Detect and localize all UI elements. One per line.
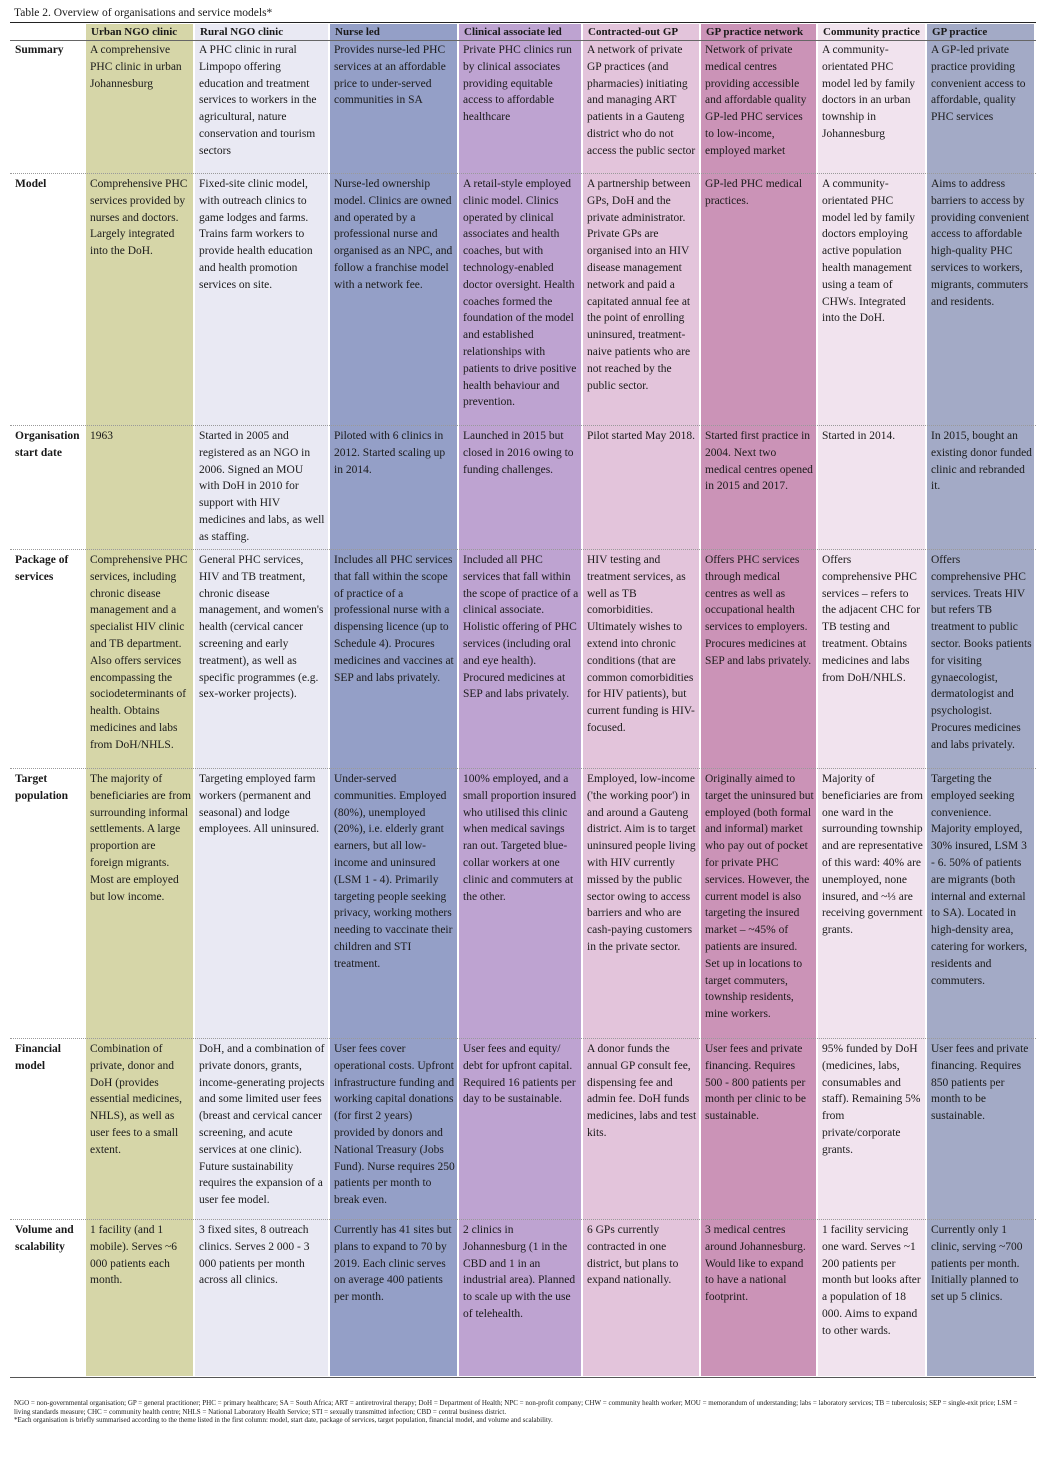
table-cell: Employed, low-income ('the working poor') in and around a Gauteng district. Aim is to target uninsured people living with HIV currently missed by the public sector owing to access barriers and who are cash-paying customers in the private sector.	[587, 773, 696, 953]
table-cell: Fixed-site clinic model, with outreach clinics to game lodges and farms. Trains farm workers to provide health education and health promotion services on site.	[199, 178, 313, 291]
row-separator	[10, 425, 1036, 426]
row-label: Target population	[15, 773, 69, 802]
table-cell: In 2015, bought an existing donor funded clinic and rebranded it.	[931, 430, 1032, 493]
table-cell: A partnership between GPs, DoH and the private administrator. Private GPs are organised into an HIV disease management network and paid a capitated annual fee at the point of enrolling uninsured, treatment-naive patients who are not reached by the public sector.	[587, 178, 691, 392]
table-cell: User fees and private financing. Requires 850 patients per month to be sustainable.	[931, 1043, 1029, 1123]
table-cell: Comprehensive PHC services, including chronic disease management and a specialist HIV clinic and TB department. Also offers services encompassing the sociodeterminants of health. Obtains medicines and labs from DoH/NHLS.	[90, 554, 188, 751]
row-label: Financial model	[15, 1043, 62, 1072]
row-separator	[10, 1219, 1036, 1220]
column-header: Rural NGO clinic	[200, 26, 284, 38]
table-cell: Comprehensive PHC services provided by nurses and doctors. Largely integrated into the DoH.	[90, 178, 188, 258]
table-cell: User fees cover operational costs. Upfront infrastructure funding and working capital donations (for first 2 years) provided by donors and National Treasury (Jobs Fund). Nurse requires 250 patients per month to break even.	[334, 1043, 455, 1207]
table-cell: Currently has 41 sites but plans to expand to 70 by 2019. Each clinic serves on average 400 patients per month.	[334, 1224, 452, 1304]
column-header: GP practice network	[706, 26, 804, 38]
table-cell: A community-orientated PHC model led by family doctors in an urban township in Johannesburg	[822, 44, 915, 140]
table-cell: Pilot started May 2018.	[587, 430, 695, 442]
row-label: Summary	[15, 44, 64, 56]
table-cell: 6 GPs currently contracted in one district, but plans to expand nationally.	[587, 1224, 679, 1287]
abbreviations-footnote: NGO = non-governmental organisation; GP = general practitioner; PHC = primary healthcare; SA = South Africa; ART = antiretroviral therapy; DoH = Department of Health; NPC = non-profit company; CHW = community health worker; MOU = memorandum of understanding; labs = laboratory services; TB = tuberculosis; SEP = single-exit price; LSM = living standards measure; CHC = community health centre; NHLS = National Laboratory Health Service; STI = sexually transmitted infection; CBD = central business district.	[14, 1399, 1018, 1416]
table-cell: Nurse-led ownership model. Clinics are owned and operated by a professional nurse and organised as an NPC, and follow a franchise model with a network fee.	[334, 178, 453, 291]
row-separator	[10, 768, 1036, 769]
column-header: Contracted-out GP	[588, 26, 679, 38]
table-cell: 1 facility (and 1 mobile). Serves ~6 000 patients each month.	[90, 1224, 178, 1287]
table-cell: Includes all PHC services that fall within the scope of practice of a professional nurse with a dispensing licence (up to Schedule 4). Procures medicines and vaccines at SEP and labs privately.	[334, 554, 454, 684]
row-label: Organisation start date	[15, 430, 80, 459]
column-header: GP practice	[932, 26, 988, 38]
row-label: Package of services	[15, 554, 69, 583]
table-cell: 100% employed, and a small proportion insured who utilised this clinic when medical savings ran out. Targeted blue-collar workers at one clinic and commuters at the other.	[463, 773, 577, 903]
row-separator	[10, 173, 1036, 174]
table-cell: User fees and equity/ debt for upfront capital. Required 16 patients per day to be sustainable.	[463, 1043, 576, 1106]
table-cell: 1963	[90, 430, 113, 442]
table-cell: Private PHC clinics run by clinical associates providing equitable access to affordable healthcare	[463, 44, 572, 124]
row-label: Model	[15, 178, 47, 190]
table-cell: Combination of private, donor and DoH (provides essential medicines, NHLS), as well as user fees to a small extent.	[90, 1043, 182, 1156]
header-rule	[10, 40, 1036, 41]
table-cell: Included all PHC services that fall within the scope of practice of a clinical associate. Holistic offering of PHC services (including oral and eye health). Procured medicines at SEP and labs privately.	[463, 554, 579, 701]
table-bottom-rule	[10, 1377, 1036, 1378]
table-cell: 1 facility servicing one ward. Serves ~1 200 patients per month but looks after a population of 18 000. Aims to expand to other wards.	[822, 1224, 921, 1337]
row-separator	[10, 1038, 1036, 1039]
table-cell: A donor funds the annual GP consult fee, dispensing fee and admin fee. DoH funds medicines, labs and test kits.	[587, 1043, 697, 1139]
table-cell: Aims to address barriers to access by providing convenient access to affordable high-quality PHC services to workers, migrants, commuters and residents.	[931, 178, 1030, 308]
table-cell: Started in 2005 and registered as an NGO in 2006. Signed an MOU with DoH in 2010 for support with HIV medicines and labs, as well as staffing.	[199, 430, 325, 543]
table-cell: User fees and private financing. Requires 500 - 800 patients per month per clinic to be sustainable.	[705, 1043, 806, 1123]
table-cell: 95% funded by DoH (medicines, labs, consumables and staff). Remaining 5% from private/corporate grants.	[822, 1043, 921, 1156]
table-cell: DoH, and a combination of private donors, grants, income-generating projects and some limited user fees (breast and cervical cancer screening, and acute services at one clinic). Future sustainability requires the expansion of a user fee model.	[199, 1043, 325, 1207]
table-cell: 3 medical centres around Johannesburg. Would like to expand to have a national footprint.	[705, 1224, 806, 1304]
table-caption: Table 2. Overview of organisations and service models*	[14, 7, 273, 19]
table-cell: Provides nurse-led PHC services at an affordable price to under-served communities in SA	[334, 44, 446, 107]
table-cell: Offers comprehensive PHC services – refers to the adjacent CHC for TB testing and treatment. Obtains medicines and labs from DoH/NHLS.	[822, 554, 921, 684]
row-label: Volume and scalability	[15, 1224, 74, 1253]
row-separator	[10, 549, 1036, 550]
table-cell: A community-orientated PHC model led by family doctors employing active population health management using a team of CHWs. Integrated into the DoH.	[822, 178, 915, 325]
table-cell: A PHC clinic in rural Limpopo offering education and treatment services to workers in the agricultural, nature conservation and tourism sectors	[199, 44, 317, 157]
table-cell: Launched in 2015 but closed in 2016 owing to funding challenges.	[463, 430, 574, 476]
summary-footnote: *Each organisation is briefly summarised according to the theme listed in the first column: model, start date, package of services, target population, financial model, and volume and scalability.	[14, 1416, 553, 1424]
table-cell: Currently only 1 clinic, serving ~700 patients per month. Initially planned to set up 5 clinics.	[931, 1224, 1023, 1304]
table-cell: GP-led PHC medical practices.	[705, 178, 803, 207]
table-cell: Piloted with 6 clinics in 2012. Started scaling up in 2014.	[334, 430, 446, 476]
column-header: Clinical associate led	[464, 26, 562, 38]
table-cell: Originally aimed to target the uninsured but employed (both formal and informal) market who pay out of pocket for private PHC services. However, the current model is also targeting the insured market – ~45% of patients are insured. Set up in locations to target commuters, township residents, mine workers.	[705, 773, 814, 1021]
table-cell: Majority of beneficiaries are from one ward in the surrounding township and are representative of this ward: 40% are unemployed, none insured, and ~⅓ are receiving government grants.	[822, 773, 923, 937]
table-cell: Started in 2014.	[822, 430, 896, 442]
table-cell: A network of private GP practices (and pharmacies) initiating and managing ART patients in a Gauteng district who do not access the public sector	[587, 44, 696, 157]
table-cell: The majority of beneficiaries are from surrounding informal settlements. A large proportion are foreign migrants. Most are employed but low income.	[90, 773, 191, 903]
table-cell: Offers PHC services through medical centres as well as occupational health services to employers. Procures medicines at SEP and labs privately.	[705, 554, 812, 667]
table-cell: Under-served communities. Employed (80%), unemployed (20%), i.e. elderly grant earners, but all low-income and uninsured (LSM 1 - 4). Primarily targeting people seeking privacy, working mothers needing to vaccinate their children and STI treatment.	[334, 773, 453, 970]
table-cell: 2 clinics in Johannesburg (1 in the CBD and 1 in an industrial area). Planned to scale up with the use of telehealth.	[463, 1224, 576, 1320]
table-cell: Targeting employed farm workers (permanent and seasonal) and lodge employees. All uninsured.	[199, 773, 320, 836]
table-cell: Network of private medical centres providing accessible and affordable quality GP-led PHC services to low-income, employed market	[705, 44, 807, 157]
table-cell: Offers comprehensive PHC services. Treats HIV but refers TB treatment to public sector. Books patients for visiting gynaecologist, dermatologist and psychologist. Procures medicines and labs privately.	[931, 554, 1032, 751]
column-header: Urban NGO clinic	[91, 26, 178, 38]
table-top-rule	[10, 22, 1036, 23]
column-header: Community practice	[823, 26, 920, 38]
table-cell: A GP-led private practice providing convenient access to affordable, quality PHC services	[931, 44, 1026, 124]
table-cell: Started first practice in 2004. Next two medical centres opened in 2015 and 2017.	[705, 430, 813, 493]
table-cell: Targeting the employed seeking convenience. Majority employed, 30% insured, LSM 3 - 6. 50% of patients are migrants (both internal and external to SA). Located in high-density area, catering for workers, residents and commuters.	[931, 773, 1028, 987]
table-cell: General PHC services, HIV and TB treatment, chronic disease management, and women's health (cervical cancer screening and early treatment), as well as specific programmes (e.g. sex-worker projects).	[199, 554, 324, 701]
table-cell: A retail-style employed clinic model. Clinics operated by clinical associates and health coaches, but with technology-enabled doctor oversight. Health coaches formed the foundation of the model and established relationships with patients to drive positive health behaviour and prevention.	[463, 178, 577, 409]
table-cell: 3 fixed sites, 8 outreach clinics. Serves 2 000 - 3 000 patients per month across all clinics.	[199, 1224, 310, 1287]
table-cell: HIV testing and treatment services, as well as TB comorbidities. Ultimately wishes to extend into chronic conditions (that are common comorbidities for HIV patients), but current funding is HIV-focused.	[587, 554, 695, 734]
table-cell: A comprehensive PHC clinic in urban Johannesburg	[90, 44, 182, 90]
column-header: Nurse led	[335, 26, 380, 38]
